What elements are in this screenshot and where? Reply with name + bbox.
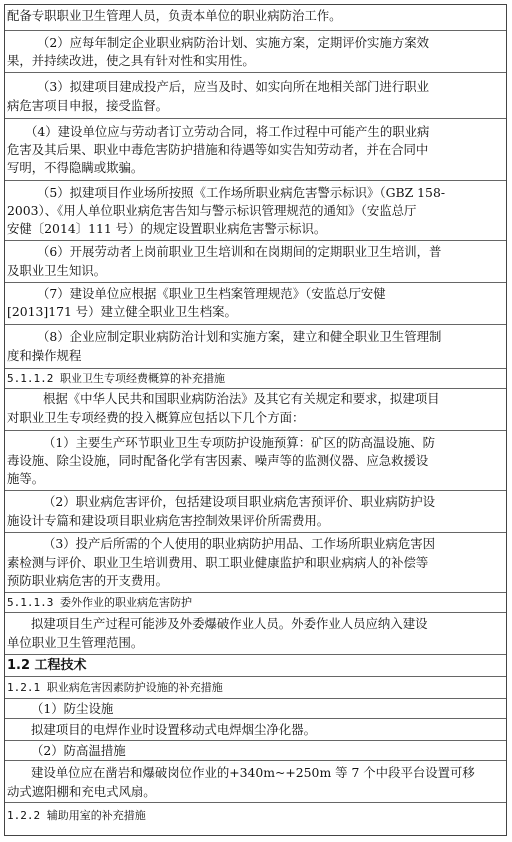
paragraph-row: [5, 431, 506, 491]
paragraph-text: 危害及其后果、职业中毒危害防护措施和待遇等如实告知劳动者，并在合同中: [7, 142, 429, 157]
section-heading-row: [5, 655, 506, 677]
paragraph-text: 写明，不得隐瞒或欺骗。: [7, 160, 144, 175]
paragraph-text: （2）应每年制定企业职业病防治计划、实施方案，定期评价实施方案效: [37, 35, 429, 50]
paragraph-text: （8）企业应制定职业病防治计划和实施方案，建立和健全职业卫生管理制: [37, 329, 442, 344]
section-heading-row: [5, 369, 506, 389]
paragraph-text: 单位职业卫生管理范围。: [7, 635, 144, 650]
paragraph-text: （6）开展劳动者上岗前职业卫生培训和在岗期间的定期职业卫生培训，普: [37, 244, 442, 259]
paragraph-text: （2）防高温措施: [31, 743, 126, 758]
section-heading-row: [5, 803, 506, 835]
paragraph-text: 建设单位应在凿岩和爆破岗位作业的+340m~+250m 等 7 个中段平台设置可移: [31, 765, 475, 780]
paragraph-text: 2003）、《用人单位职业病危害告知与警示标识管理规范的通知》（安监总厅: [7, 203, 417, 218]
section-heading: 1.2.2 辅助用室的补充措施: [7, 809, 146, 822]
paragraph-row: [5, 389, 506, 431]
paragraph-text: （4）建设单位应与劳动者订立劳动合同，将工作过程中可能产生的职业病: [25, 124, 430, 139]
paragraph-text: 拟建项目的电焊作业时设置移动式电焊烟尘净化器。: [31, 722, 316, 737]
paragraph-text: 动式遮阳棚和充电式风扇。: [7, 784, 156, 799]
document-table: [4, 4, 507, 836]
paragraph-text: 根据《中华人民共和国职业病防治法》及其它有关规定和要求，拟建项目: [43, 391, 440, 406]
paragraph-text: 果，并持续改进，使之具有针对性和实用性。: [7, 53, 255, 68]
section-heading: 1.2.1 职业病危害因素防护设施的补充措施: [7, 681, 223, 694]
paragraph-text: [2013]171 号）建立健全职业卫生档案。: [7, 304, 237, 319]
paragraph-row: [5, 283, 506, 325]
paragraph-text: （7）建设单位应根据《职业卫生档案管理规范》（安监总厅安健: [37, 286, 386, 301]
paragraph-text: （5）拟建项目作业场所按照《工作场所职业病危害警示标识》（GBZ 158-: [37, 185, 446, 200]
paragraph-text: 预防职业病危害的开支费用。: [7, 573, 169, 588]
paragraph-row: [5, 241, 506, 283]
paragraph-text: （2）职业病危害评价，包括建设项目职业病危害预评价、职业病防护设: [43, 494, 435, 509]
paragraph-row: [5, 533, 506, 593]
paragraph-text: 度和操作规程: [7, 348, 82, 363]
paragraph-row: [5, 491, 506, 533]
paragraph-text: 安健〔2014〕111 号）的规定设置职业病危害警示标识。: [7, 221, 327, 236]
paragraph-row: [5, 741, 506, 761]
paragraph-text: 及职业卫生知识。: [7, 263, 107, 278]
paragraph-text: 素检测与评价、职业卫生培训费用、职工职业健康监护和职业病病人的补偿等: [7, 555, 429, 570]
paragraph-text: （3）投产后所需的个人使用的职业病防护用品、工作场所职业病危害因: [43, 536, 435, 551]
paragraph-text: 施设计专篇和建设项目职业病危害控制效果评价所需费用。: [7, 513, 330, 528]
paragraph-row: [5, 119, 506, 181]
section-heading-row: [5, 593, 506, 613]
paragraph-row: [5, 699, 506, 719]
paragraph-text: 施等。: [7, 471, 45, 486]
section-heading: 5.1.1.3 委外作业的职业病危害防护: [7, 596, 192, 609]
paragraph-row: [5, 181, 506, 241]
paragraph-row: [5, 613, 506, 655]
paragraph-row: [5, 761, 506, 803]
paragraph-text: （3）拟建项目建成投产后，应当及时、如实向所在地相关部门进行职业: [37, 79, 429, 94]
paragraph-row: [5, 31, 506, 73]
paragraph-text: 病危害项目申报，接受监督。: [7, 98, 169, 113]
paragraph-row: [5, 73, 506, 119]
paragraph-text: 对职业卫生专项经费的投入概算应包括以下几个方面：: [7, 410, 305, 425]
chapter-heading: 1.2 工程技术: [7, 658, 87, 673]
paragraph-text: 毒设施、除尘设施，同时配备化学有害因素、噪声等的监测仪器、应急救援设: [7, 453, 429, 468]
paragraph-text: 拟建项目生产过程可能涉及外委爆破作业人员。外委作业人员应纳入建设: [31, 616, 428, 631]
section-heading-row: [5, 677, 506, 699]
paragraph-text: （1）防尘设施: [31, 701, 114, 716]
paragraph-text: （1）主要生产环节职业卫生专项防护设施预算：矿区的防高温设施、防: [43, 435, 435, 450]
paragraph-row: [5, 5, 506, 31]
paragraph-text: 配备专职职业卫生管理人员，负责本单位的职业病防治工作。: [7, 8, 342, 23]
section-heading: 5.1.1.2 职业卫生专项经费概算的补充措施: [7, 372, 225, 385]
paragraph-row: [5, 325, 506, 369]
paragraph-row: [5, 719, 506, 741]
